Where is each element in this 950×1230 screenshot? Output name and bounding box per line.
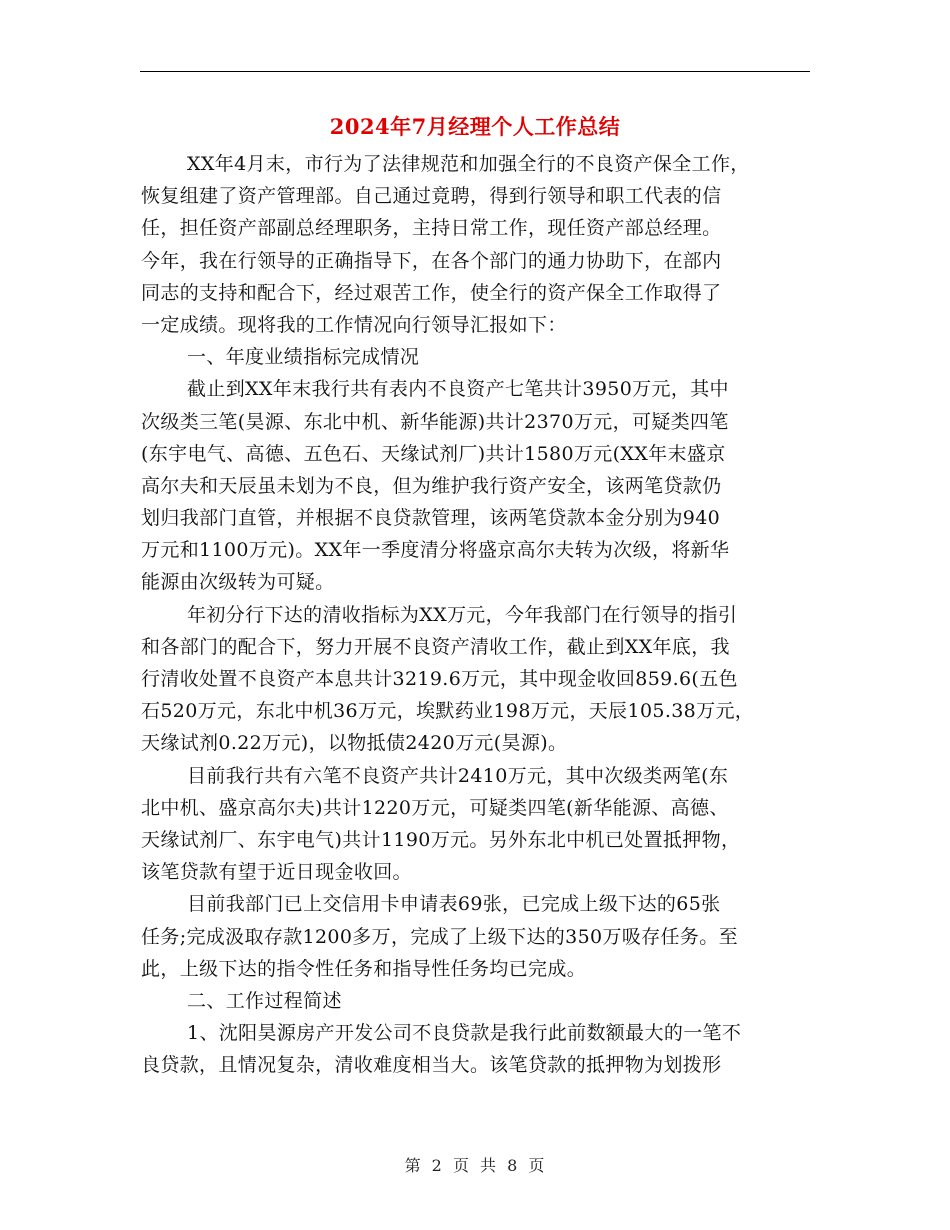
text-line: 该笔贷款有望于近日现金收回。 <box>141 861 412 884</box>
text-line: 天缘试剂厂、东宇电气)共计1190万元。另外东北中机已处置抵押物， <box>141 828 741 851</box>
text-line: 万元和1100万元)。XX年一季度清分将盛京高尔夫转为次级，将新华 <box>141 539 730 562</box>
text-line: 今年，我在行领导的正确指导下，在各个部门的通力协助下，在部内 <box>141 249 722 272</box>
text-line: 划归我部门直管，并根据不良贷款管理，该两笔贷款本金分别为940 <box>141 507 721 530</box>
text-line: 截止到XX年末我行共有表内不良资产七笔共计3950万元，其中 <box>187 378 729 401</box>
text-line: 目前我行共有六笔不良资产共计2410万元，其中次级类两笔(东 <box>187 764 729 787</box>
text-line: 一定成绩。现将我的工作情况向行领导汇报如下： <box>141 313 567 336</box>
text-line: 良贷款，且情况复杂，清收难度相当大。该笔贷款的抵押物为划拨形 <box>141 1054 722 1077</box>
text-line: 任务;完成汲取存款1200多万，完成了上级下达的350万吸存任务。至 <box>141 925 738 948</box>
text-line: 次级类三笔(昊源、东北中机、新华能源)共计2370万元，可疑类四笔 <box>141 410 729 433</box>
text-line: 天缘试剂0.22万元)，以物抵债2420万元(昊源)。 <box>141 732 568 755</box>
page-number: 第 2 页 共 8 页 <box>404 1156 546 1175</box>
text-line: 石520万元，东北中机36万元，埃默药业198万元，天辰105.38万元， <box>141 700 755 723</box>
text-line: (东宇电气、高德、五色石、天缘试剂厂)共计1580万元(XX年末盛京 <box>141 442 726 465</box>
text-line: 北中机、盛京高尔夫)共计1220万元，可疑类四笔(新华能源、高德、 <box>141 796 729 819</box>
text-line: 二、工作过程简述 <box>187 989 342 1012</box>
text-line: 同志的支持和配合下，经过艰苦工作，使全行的资产保全工作取得了 <box>141 281 722 304</box>
text-line: 一、年度业绩指标完成情况 <box>187 346 420 369</box>
text-line: 年初分行下达的清收指标为XX万元，今年我部门在行领导的指引 <box>187 603 738 626</box>
text-line: XX年4月末，市行为了法律规范和加强全行的不良资产保全工作， <box>187 153 750 175</box>
text-line: 行清收处置不良资产本息共计3219.6万元，其中现金收回859.6(五色 <box>141 668 738 690</box>
header-rule <box>140 71 810 72</box>
text-line: 和各部门的配合下，努力开展不良资产清收工作，截止到XX年底，我 <box>141 635 730 658</box>
document-body <box>141 148 821 1081</box>
document-title: 2024年7月经理个人工作总结 <box>329 114 621 139</box>
text-line: 能源由次级转为可疑。 <box>141 571 335 594</box>
text-line: 恢复组建了资产管理部。自己通过竟聘，得到行领导和职工代表的信 <box>141 185 722 208</box>
text-line: 此，上级下达的指令性任务和指导性任务均已完成。 <box>141 957 587 980</box>
text-line: 高尔夫和天辰虽未划为不良，但为维护我行资产安全，该两笔贷款仍 <box>141 474 722 497</box>
text-line: 目前我部门已上交信用卡申请表69张，已完成上级下达的65张 <box>187 893 721 916</box>
text-line: 任，担任资产部副总经理职务，主持日常工作，现任资产部总经理。 <box>141 217 722 240</box>
text-line: 1、沈阳昊源房产开发公司不良贷款是我行此前数额最大的一笔不 <box>187 1022 742 1045</box>
